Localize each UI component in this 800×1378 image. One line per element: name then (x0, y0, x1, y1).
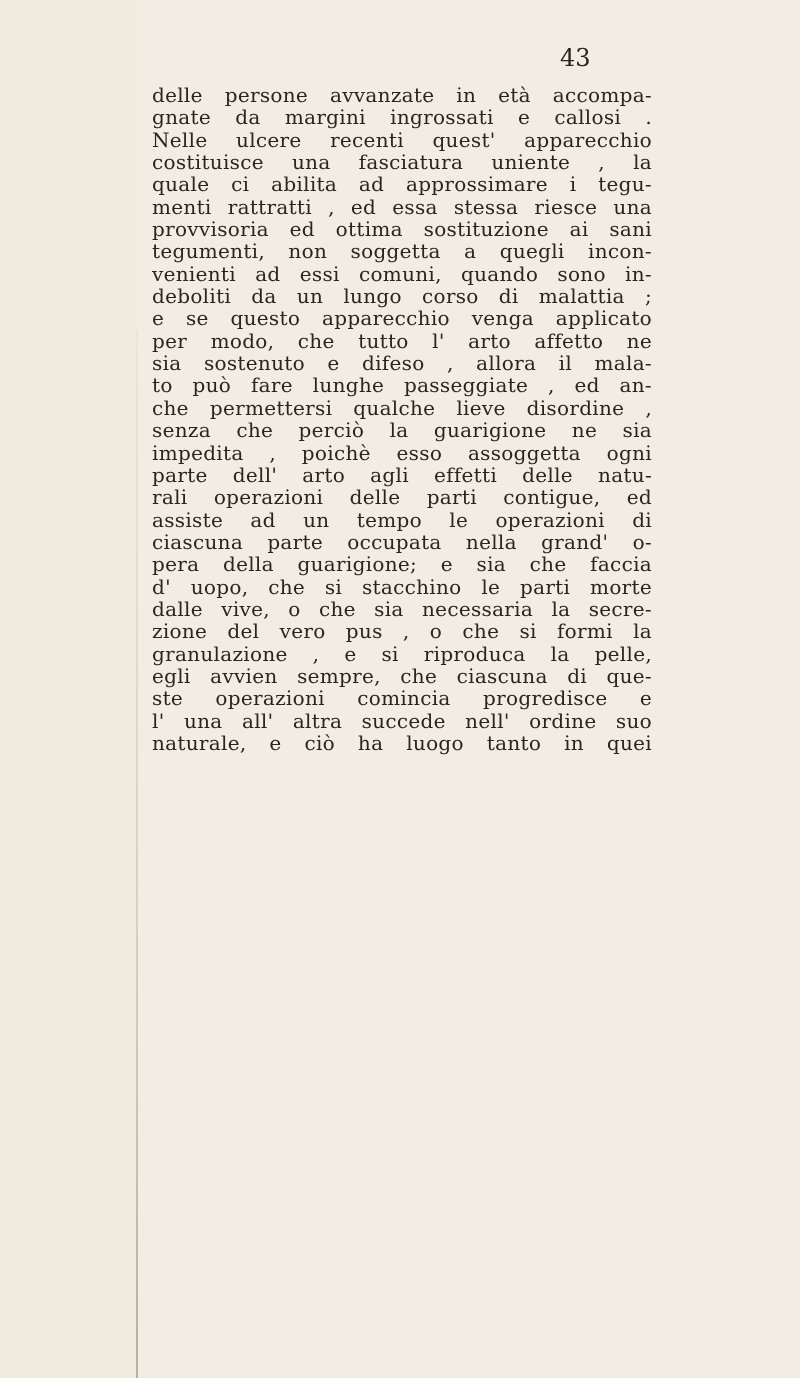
text-line: naturale, e ciò ha luogo tanto in quei (152, 730, 652, 755)
text-line: e se questo apparecchio venga applicato (152, 306, 652, 331)
text-line: Nelle ulcere recenti quest' apparecchio (152, 127, 652, 152)
text-line: egli avvien sempre, che ciascuna di que- (152, 663, 652, 688)
text-line: assiste ad un tempo le operazioni di (152, 507, 652, 532)
text-line: delle persone avvanzate in età accompa- (152, 83, 652, 107)
text-line: provvisoria ed ottima sostituzione ai sani (152, 217, 652, 242)
text-line: deboliti da un lungo corso di malattia ; (152, 284, 652, 309)
text-line: sia sostenuto e difeso , allora il mala- (152, 351, 652, 376)
page-margin (0, 0, 136, 1378)
text-line: pera della guarigione; e sia che faccia (152, 552, 652, 577)
text-line: senza che perciò la guarigione ne sia (152, 418, 652, 443)
text-line: gnate da margini ingrossati e callosi . (152, 105, 652, 130)
text-line: per modo, che tutto l' arto affetto ne (152, 328, 652, 353)
text-line: l' una all' altra succede nell' ordine suo (152, 708, 652, 733)
text-line: d' uopo, che si stacchino le parti morte (152, 574, 652, 599)
text-line: rali operazioni delle parti contigue, ed (152, 485, 652, 510)
text-line: to può fare lunghe passeggiate , ed an- (152, 373, 652, 398)
text-line: costituisce una fasciatura uniente , la (152, 150, 652, 175)
text-line: che permettersi qualche lieve disordine , (152, 395, 652, 420)
text-line: tegumenti, non soggetta a quegli incon- (152, 239, 652, 264)
text-line: menti rattratti , ed essa stessa riesce una (152, 194, 652, 219)
text-line: quale ci abilita ad approssimare i tegu- (152, 172, 652, 197)
text-line: impedita , poichè esso assoggetta ogni (152, 440, 652, 465)
text-line: zione del vero pus , o che si formi la (152, 619, 652, 644)
text-line: venienti ad essi comuni, quando sono in- (152, 261, 652, 286)
body-text (152, 84, 652, 754)
text-line: ste operazioni comincia progredisce e (152, 686, 652, 711)
text-line: granulazione , e si riproduca la pelle, (152, 641, 652, 666)
text-line: dalle vive, o che sia necessaria la secre- (152, 596, 652, 621)
page-edge (136, 330, 138, 1378)
text-line: ciascuna parte occupata nella grand' o- (152, 529, 652, 554)
text-line: parte dell' arto agli effetti delle natu- (152, 462, 652, 487)
page-number: 43 (560, 44, 591, 72)
